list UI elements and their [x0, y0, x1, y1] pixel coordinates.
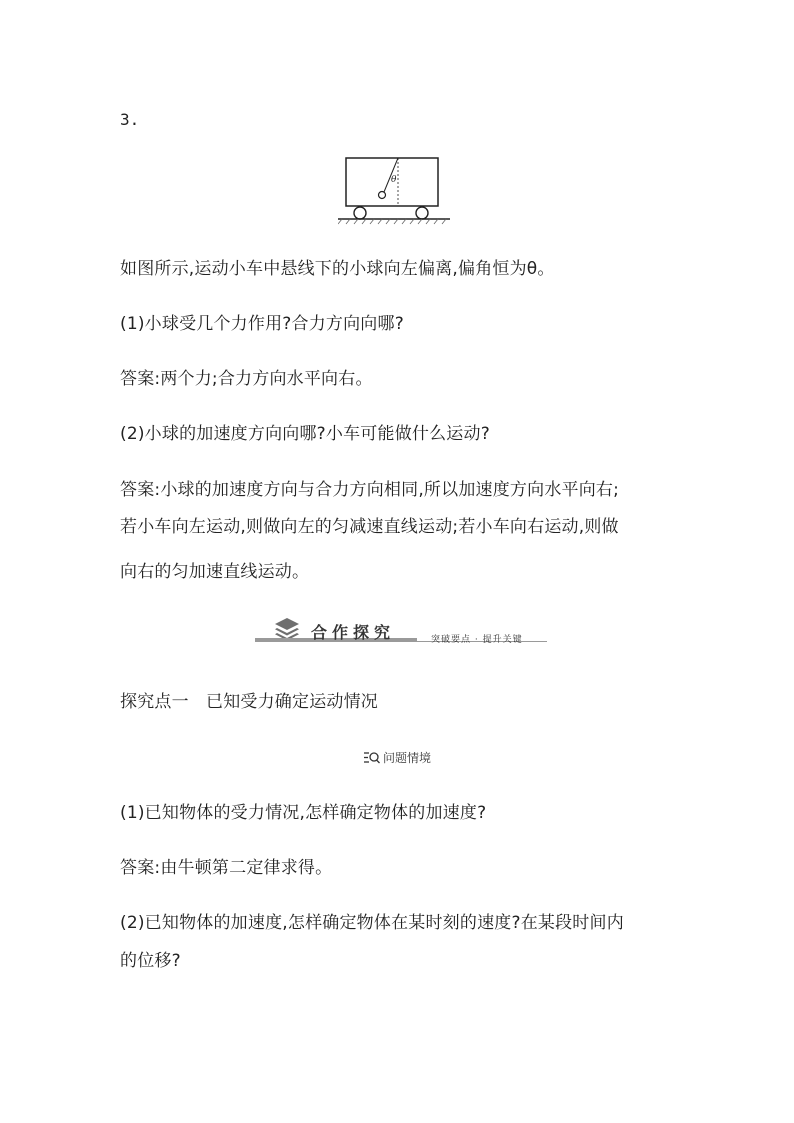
banner-subtitle: 突破要点 · 提升关键 — [431, 635, 523, 645]
scenario-2-question-line-2: 的位移? — [120, 951, 181, 971]
scenario-subheading — [0, 749, 794, 766]
angle-label: θ — [391, 175, 397, 185]
scenario-2-question-line-1: (2)已知物体的加速度,怎样确定物体在某时刻的速度?在某段时间内 — [120, 913, 624, 933]
scenario-1-question: (1)已知物体的受力情况,怎样确定物体的加速度? — [120, 803, 487, 823]
scenario-label: 问题情境 — [382, 751, 431, 765]
part-2-question: (2)小球的加速度方向向哪?小车可能做什么运动? — [120, 424, 490, 444]
inquiry-heading: 探究点一 已知受力确定运动情况 — [120, 692, 378, 712]
banner-title: 合作探究 — [311, 623, 396, 642]
right-wheel — [416, 207, 428, 219]
left-wheel — [354, 207, 366, 219]
question-number: 3. — [120, 110, 140, 129]
part-2-answer-line-1: 答案:小球的加速度方向与合力方向相同,所以加速度方向水平向右; — [120, 480, 620, 500]
question-stem: 如图所示,运动小车中悬线下的小球向左偏离,偏角恒为θ。 — [120, 259, 555, 279]
pendulum-ball — [379, 192, 386, 199]
question-search-icon — [363, 751, 381, 764]
part-1-answer: 答案:两个力;合力方向水平向右。 — [120, 369, 373, 389]
cart-pendulum-diagram — [338, 148, 458, 228]
part-2-answer-line-2: 若小车向左运动,则做向左的匀减速直线运动;若小车向右运动,则做 — [120, 517, 619, 537]
section-banner — [255, 614, 555, 650]
scenario-1-answer: 答案:由牛顿第二定律求得。 — [120, 858, 333, 878]
part-1-question: (1)小球受几个力作用?合力方向向哪? — [120, 314, 404, 334]
part-2-answer-line-3: 向右的匀加速直线运动。 — [120, 562, 310, 582]
